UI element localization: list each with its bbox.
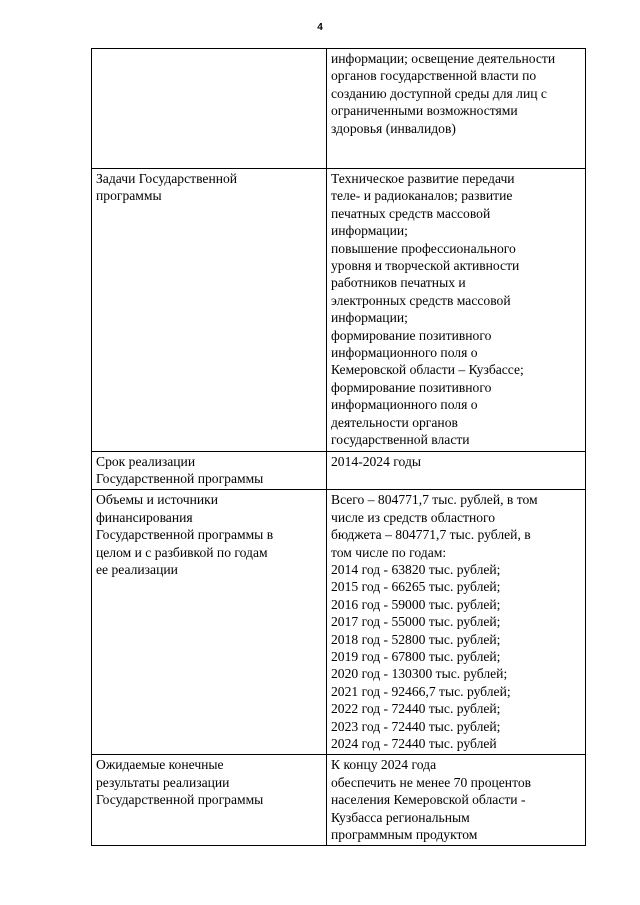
table-row bbox=[92, 49, 586, 169]
value-line: числе из средств областного bbox=[331, 509, 496, 525]
value-line: ограниченными возможностями bbox=[331, 103, 518, 119]
value-line: программным продуктом bbox=[331, 827, 478, 843]
value-line: 2014-2024 годы bbox=[331, 453, 421, 469]
value-line: работников печатных и bbox=[331, 275, 466, 291]
label-line: целом и с разбивкой по годам bbox=[96, 544, 268, 560]
value-line: 2015 год - 66265 тыс. рублей; bbox=[331, 579, 501, 595]
label-line: Государственной программы в bbox=[96, 527, 274, 543]
page-number: 4 bbox=[317, 22, 323, 33]
value-line: информации; освещение деятельности bbox=[331, 51, 556, 66]
value-line: 2024 год - 72440 тыс. рублей bbox=[331, 736, 497, 751]
row-value-cell bbox=[327, 451, 586, 490]
value-line: 2014 год - 63820 тыс. рублей; bbox=[331, 561, 501, 577]
label-line: Государственной программы bbox=[96, 470, 264, 486]
value-line: 2023 год - 72440 тыс. рублей; bbox=[331, 718, 501, 734]
label-line: Задачи Государственной bbox=[96, 171, 238, 186]
label-line: программы bbox=[96, 188, 162, 204]
value-line: деятельности органов bbox=[331, 414, 458, 430]
table-row bbox=[92, 451, 586, 490]
value-line: формирование позитивного bbox=[331, 327, 492, 343]
value-line: государственной власти bbox=[331, 432, 470, 448]
label-line: ее реализации bbox=[96, 561, 178, 577]
label-line: Ожидаемые конечные bbox=[96, 757, 224, 773]
value-line: Кемеровской области – Кузбассе; bbox=[331, 362, 524, 378]
value-line: том числе по годам: bbox=[331, 544, 447, 560]
label-line: результаты реализации bbox=[96, 774, 230, 790]
value-line: обеспечить не менее 70 процентов bbox=[331, 774, 532, 790]
value-line: информации; bbox=[331, 310, 408, 326]
value-line: органов государственной власти по bbox=[331, 68, 537, 84]
label-line: Государственной программы bbox=[96, 792, 264, 808]
value-line: формирование позитивного bbox=[331, 379, 492, 395]
row-value-cell bbox=[327, 490, 586, 755]
value-line: Всего – 804771,7 тыс. рублей, в том bbox=[331, 492, 538, 508]
value-line: 2018 год - 52800 тыс. рублей; bbox=[331, 631, 501, 647]
row-value-cell bbox=[327, 169, 586, 452]
row-label-cell bbox=[92, 755, 327, 846]
value-line: информационного поля о bbox=[331, 345, 478, 361]
label-line: Срок реализации bbox=[96, 453, 196, 469]
row-value-cell bbox=[327, 49, 586, 169]
value-line: электронных средств массовой bbox=[331, 292, 511, 308]
row-label-cell bbox=[92, 49, 327, 169]
value-line: информации; bbox=[331, 223, 408, 239]
value-line: 2019 год - 67800 тыс. рублей; bbox=[331, 648, 501, 664]
row-value-cell bbox=[327, 755, 586, 846]
value-line: 2022 год - 72440 тыс. рублей; bbox=[331, 701, 501, 717]
value-line: бюджета – 804771,7 тыс. рублей, в bbox=[331, 527, 531, 543]
row-label-cell bbox=[92, 169, 327, 452]
table-body bbox=[92, 49, 586, 846]
table-row bbox=[92, 755, 586, 846]
table-row bbox=[92, 169, 586, 452]
row-label-cell bbox=[92, 451, 327, 490]
value-line: здоровья (инвалидов) bbox=[331, 120, 456, 136]
value-line: 2021 год - 92466,7 тыс. рублей; bbox=[331, 683, 511, 699]
value-line: 2020 год - 130300 тыс. рублей; bbox=[331, 666, 508, 682]
value-line: Техническое развитие передачи bbox=[331, 171, 515, 186]
value-line: информационного поля о bbox=[331, 397, 478, 413]
label-line: финансирования bbox=[96, 509, 193, 525]
value-line: 2016 год - 59000 тыс. рублей; bbox=[331, 596, 501, 612]
label-line: Объемы и источники bbox=[96, 492, 219, 508]
program-passport-table bbox=[91, 48, 586, 846]
value-line: Кузбасса региональным bbox=[331, 809, 470, 825]
value-line: созданию доступной среды для лиц с bbox=[331, 85, 547, 101]
value-line: повышение профессионального bbox=[331, 240, 516, 256]
value-line: населения Кемеровской области - bbox=[331, 792, 526, 808]
row-label-cell bbox=[92, 490, 327, 755]
value-line: 2017 год - 55000 тыс. рублей; bbox=[331, 614, 501, 630]
value-line: теле- и радиоканалов; развитие bbox=[331, 188, 513, 204]
value-line: печатных средств массовой bbox=[331, 205, 491, 221]
value-line: уровня и творческой активности bbox=[331, 258, 520, 274]
table-row bbox=[92, 490, 586, 755]
value-line: К концу 2024 года bbox=[331, 757, 437, 773]
